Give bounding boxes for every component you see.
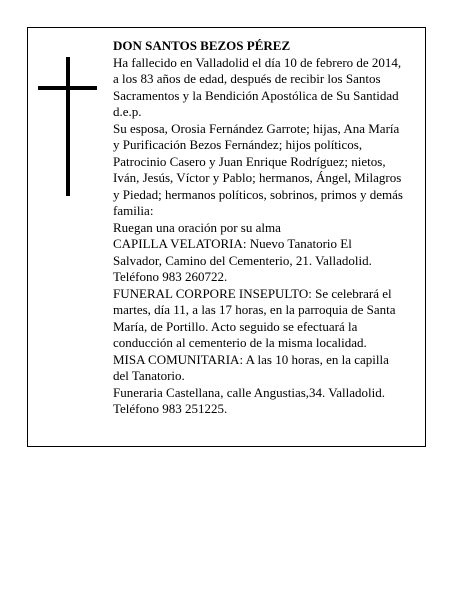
death-announcement-line: Sacramentos y la Bendición Apostólica de Su Santidad <box>113 87 399 103</box>
community-mass-line: MISA COMUNITARIA: A las 10 horas, en la capilla <box>113 351 389 367</box>
wake-chapel-line: Salvador, Camino del Cementerio, 21. Valladolid. <box>113 252 372 268</box>
wake-chapel-phone-line: Teléfono 983 260722. <box>113 269 228 284</box>
family-line: y Piedad; hermanos políticos, sobrinos, primos y demás <box>113 186 403 202</box>
family-line: Iván, Jesús, Víctor y Pablo; hermanos, Ángel, Milagros <box>113 170 402 185</box>
death-announcement-line: a los 83 años de edad, después de recibir los Santos <box>113 71 381 86</box>
prayer-request-line: Ruegan una oración por su alma <box>113 219 281 235</box>
community-mass-line: del Tanatorio. <box>113 368 185 383</box>
funeral-line: martes, día 11, a las 17 horas, en la parroquia de Santa <box>113 302 396 317</box>
family-line: y Purificación Bezos Fernández; hijos políticos, <box>113 137 363 152</box>
rip-line: d.e.p. <box>113 104 142 119</box>
family-line: Patrocinio Casero y Juan Enrique Rodríguez; nietos, <box>113 153 386 169</box>
wake-chapel-line: CAPILLA VELATORIA: Nuevo Tanatorio El <box>113 236 352 251</box>
cross-icon-crossbar <box>38 86 97 90</box>
deceased-name: DON SANTOS BEZOS PÉREZ <box>113 38 291 53</box>
funeral-line: María, de Portillo. Acto seguido se efectuará la <box>113 318 358 334</box>
cross-icon <box>66 57 70 196</box>
funeral-home-line: Funeraria Castellana, calle Angustias,34. Valladolid. <box>113 384 385 400</box>
funeral-line: FUNERAL CORPORE INSEPULTO: Se celebrará el <box>113 285 392 301</box>
obituary-text <box>113 38 417 418</box>
funeral-home-phone-line: Teléfono 983 251225. <box>113 401 228 416</box>
death-announcement-line: Ha fallecido en Valladolid el día 10 de febrero de 2014, <box>113 54 402 70</box>
funeral-line: conducción al cementerio de la misma localidad. <box>113 335 367 350</box>
family-line: familia: <box>113 203 154 218</box>
family-line: Su esposa, Orosia Fernández Garrote; hijas, Ana María <box>113 120 400 136</box>
